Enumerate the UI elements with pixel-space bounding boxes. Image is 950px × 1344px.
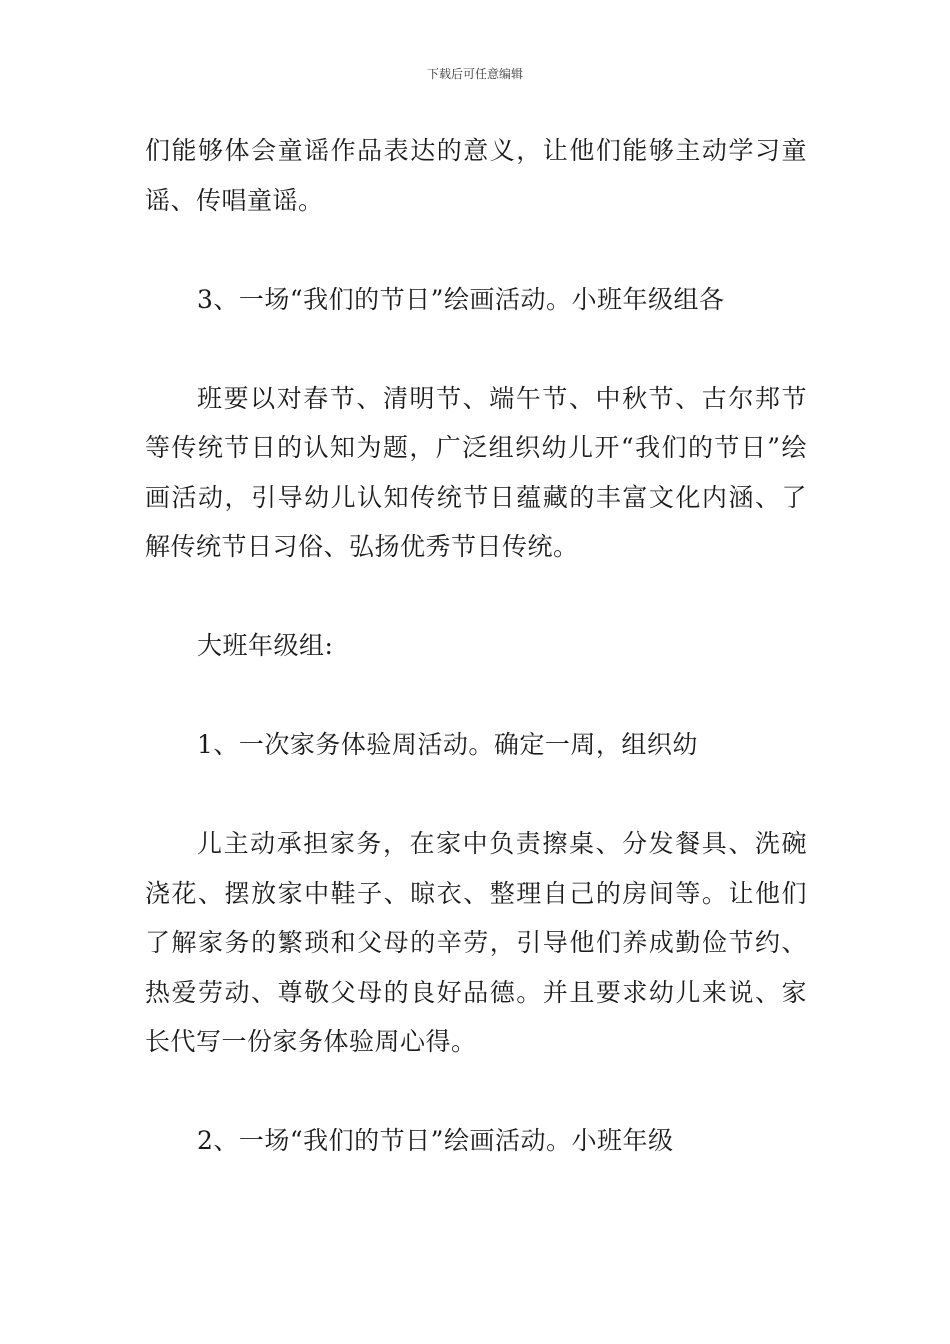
paragraph-gap: [145, 770, 807, 820]
paragraph-gap: [145, 1067, 807, 1117]
paragraph-gap: [145, 572, 807, 622]
paragraph-gap: [145, 225, 807, 275]
paragraph-2: 3、一场“我们的节日”绘画活动。小班年级组各: [197, 284, 725, 314]
page-header-note: 下载后可任意编辑: [426, 67, 523, 81]
document-body: [145, 126, 807, 1166]
paragraph-4: 大班年级组:: [197, 631, 334, 660]
paragraph-6: 儿主动承担家务，在家中负责擦桌、分发餐具、洗碗浇花、摆放家中鞋子、晾衣、整理自己的房间等。让他们了解家务的繁琐和父母的辛劳，引导他们养成勤俭节约、热爱劳动、尊敬父母的良好品德。并且要求幼儿来说、家长代写一份家务体验周心得。: [145, 829, 807, 1056]
paragraph-3: 班要以对春节、清明节、端午节、中秋节、古尔邦节等传统节日的认知为题，广泛组织幼儿开“我们的节日”绘画活动，引导幼儿认知传统节日蕴藏的丰富文化内涵、了解传统节日习俗、弘扬优秀节日传统。: [145, 383, 807, 561]
paragraph-gap: [145, 324, 807, 374]
paragraph-1: 们能够体会童谣作品表达的意义，让他们能够主动学习童谣、传唱童谣。: [145, 136, 807, 215]
paragraph-5: 1、一次家务体验周活动。确定一周，组织幼: [197, 730, 698, 759]
paragraph-gap: [145, 671, 807, 721]
paragraph-7: 2、一场“我们的节日”绘画活动。小班年级: [197, 1126, 674, 1155]
